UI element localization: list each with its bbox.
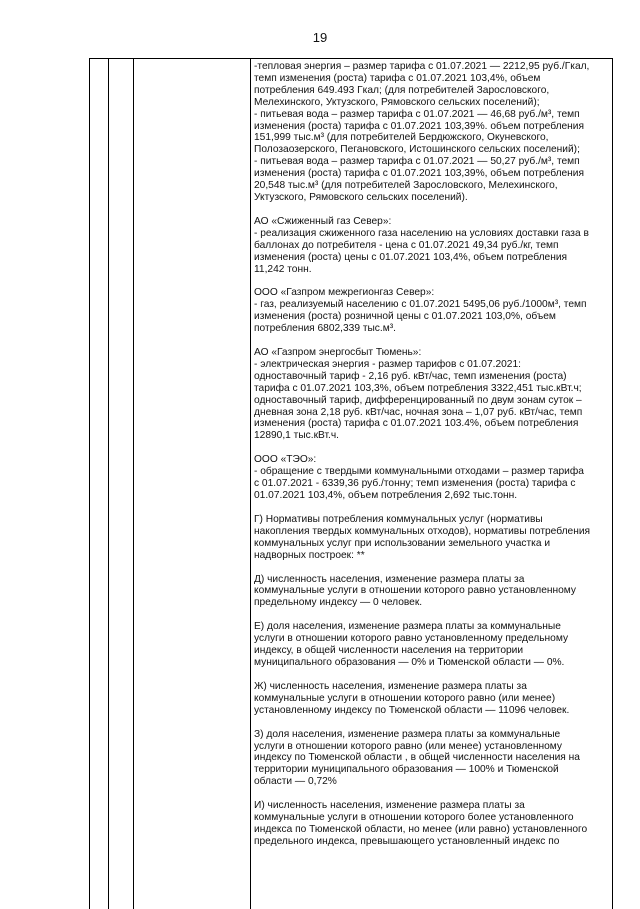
text-line: потребления 649.493 Гкал; (для потребителей Зарословского, (254, 84, 550, 96)
text-line: З) доля населения, изменение размера платы за коммунальные (254, 728, 561, 740)
paragraph (254, 800, 610, 848)
text-line: коммунальных услуг при использовании земельного участка и (254, 537, 551, 549)
paragraph (254, 347, 610, 442)
text-line: одноставочный тариф, дифференцированный по двум зонам суток – (254, 394, 582, 406)
text-line: тарифа с 01.07.2021 103,3%, объем потребления 3322,451 тыс.кВт.ч; (254, 382, 582, 394)
text-line: - реализация сжиженного газа населению на условиях доставки газа в (254, 227, 589, 239)
text-line: ООО «ТЭО»: (254, 454, 317, 466)
paragraph (254, 514, 610, 562)
text-line: изменения (роста) тарифа с 01.07.2021 103,39%. объем потребления (254, 120, 585, 132)
text-line: индекса по Тюменской области, но менее (или равно) установленного (254, 823, 588, 835)
column-divider-2 (133, 59, 134, 909)
text-line: Д) численность населения, изменение размера платы за (254, 573, 525, 585)
text-line: ООО «Газпром межрегионгаз Север»: (254, 287, 435, 299)
text-line: накопления твердых коммунальных отходов), нормативы потребления (254, 525, 591, 537)
paragraph (254, 621, 610, 669)
page-number: 19 (312, 30, 328, 45)
text-line: предельного индекса, превышающего установленный индекс по (254, 835, 560, 847)
paragraph (254, 681, 610, 717)
text-line: - газ, реализуемый населению с 01.07.2021 5495,06 руб./1000м³, темп (254, 299, 587, 311)
text-line: Полозаозерского, Пегановского, Истошинского сельских поселений); (254, 144, 580, 156)
text-line: предельному индексу — 0 человек. (254, 597, 423, 609)
text-line: изменения (роста) тарифа с 01.07.2021 103,39%, объем потребления (254, 168, 585, 180)
text-line: 01.07.2021 103,4%, объем потребления 2,692 тыс.тонн. (254, 490, 518, 501)
text-line: потребления 6802,339 тыс.м³. (254, 323, 396, 335)
text-line: индексу по Тюменской области , в общей численности населения на (254, 752, 580, 764)
text-line: муниципального образования — 0% и Тюменской области — 0%. (254, 656, 565, 668)
text-line: дневная зона 2,18 руб. кВт/час, ночная зона – 1,07 руб. кВт/час, темп (254, 406, 583, 418)
text-line: 151,999 тыс.м³ (для потребителей Бердюжского, Окуневского, (254, 132, 549, 144)
text-line: 12890,1 тыс.кВт.ч. (254, 430, 339, 442)
text-line: - электрическая энергия - размер тарифов с 01.07.2021: (254, 358, 521, 370)
paragraph (254, 287, 610, 335)
text-line: изменения (роста) цены с 01.07.2021 103,4%, объем потребления (254, 251, 568, 263)
text-line: услуги в отношении которого равно (или менее) установленному (254, 740, 562, 752)
document-table (89, 58, 613, 909)
text-line: темп изменения (роста) тарифа с 01.07.2021 103,4%, объем (254, 72, 541, 84)
text-line: установленному индексу по Тюменской области — 11096 человек. (254, 704, 570, 716)
text-line: коммунальные услуги в отношении которого равно (или менее) (254, 692, 556, 704)
text-line: И) численность населения, изменение размера платы за (254, 800, 525, 812)
text-line: Мелехинского, Уктузского, Рямовского сельских поселений); (254, 96, 540, 108)
text-line: АО «Сжиженный газ Север»: (254, 215, 392, 227)
text-line: с 01.07.2021 - 6339,36 руб./тонну; темп изменения (роста) тарифа с (254, 478, 576, 490)
text-line: баллонах до потребителя - цена с 01.07.2021 49,34 руб./кг, темп (254, 239, 559, 251)
paragraph (254, 574, 610, 610)
text-line: коммунальные услуги в отношении которого равно установленному (254, 585, 577, 597)
column-divider-3 (250, 59, 251, 909)
paragraph (254, 729, 610, 789)
text-line: надворных построек: ** (254, 549, 365, 561)
paragraph (254, 61, 610, 204)
text-line: индексу, в общей численности населения на территории (254, 645, 524, 657)
paragraph (254, 216, 610, 276)
text-line: коммунальные услуги в отношении которого более установленного (254, 812, 574, 824)
text-line: 11,242 тонн. (254, 263, 312, 275)
column-divider-1 (108, 59, 109, 909)
text-line: Г) Нормативы потребления коммунальных услуг (нормативы (254, 513, 543, 525)
text-line: изменения (роста) тарифа с 01.07.2021 103.4%, объем потребления (254, 418, 579, 430)
text-line: - питьевая вода – размер тарифа с 01.07.2021 — 46,68 руб./м³, темп (254, 108, 580, 120)
text-line: -тепловая энергия – размер тарифа с 01.07.2021 — 2212,95 руб./Гкал, (254, 61, 590, 72)
text-line: территории муниципального образования — 100% и Тюменской (254, 764, 559, 776)
text-line: 20,548 тыс.м³ (для потребителей Зарословского, Мелехинского, (254, 180, 558, 192)
text-line: изменения (роста) розничной цены с 01.07.2021 103,0%, объем (254, 311, 556, 323)
text-line: одноставочный тариф - 2,16 руб. кВт/час, темп изменения (роста) (254, 370, 567, 382)
table-text-cell (254, 61, 610, 909)
text-line: Уктузского, Рямовского сельских поселений). (254, 191, 468, 203)
text-line: услуги в отношении которого равно установленному предельному (254, 633, 569, 645)
text-line: Ж) численность населения, изменение размера платы за (254, 680, 527, 692)
text-line: области — 0,72% (254, 776, 337, 788)
text-line: - питьевая вода – размер тарифа с 01.07.2021 — 50,27 руб./м³, темп (254, 156, 580, 168)
text-line: Е) доля населения, изменение размера платы за коммунальные (254, 621, 561, 633)
paragraph (254, 454, 610, 502)
text-line: - обращение с твердыми коммунальными отходами – размер тарифа (254, 466, 584, 478)
text-line: АО «Газпром энергосбыт Тюмень»: (254, 347, 422, 359)
